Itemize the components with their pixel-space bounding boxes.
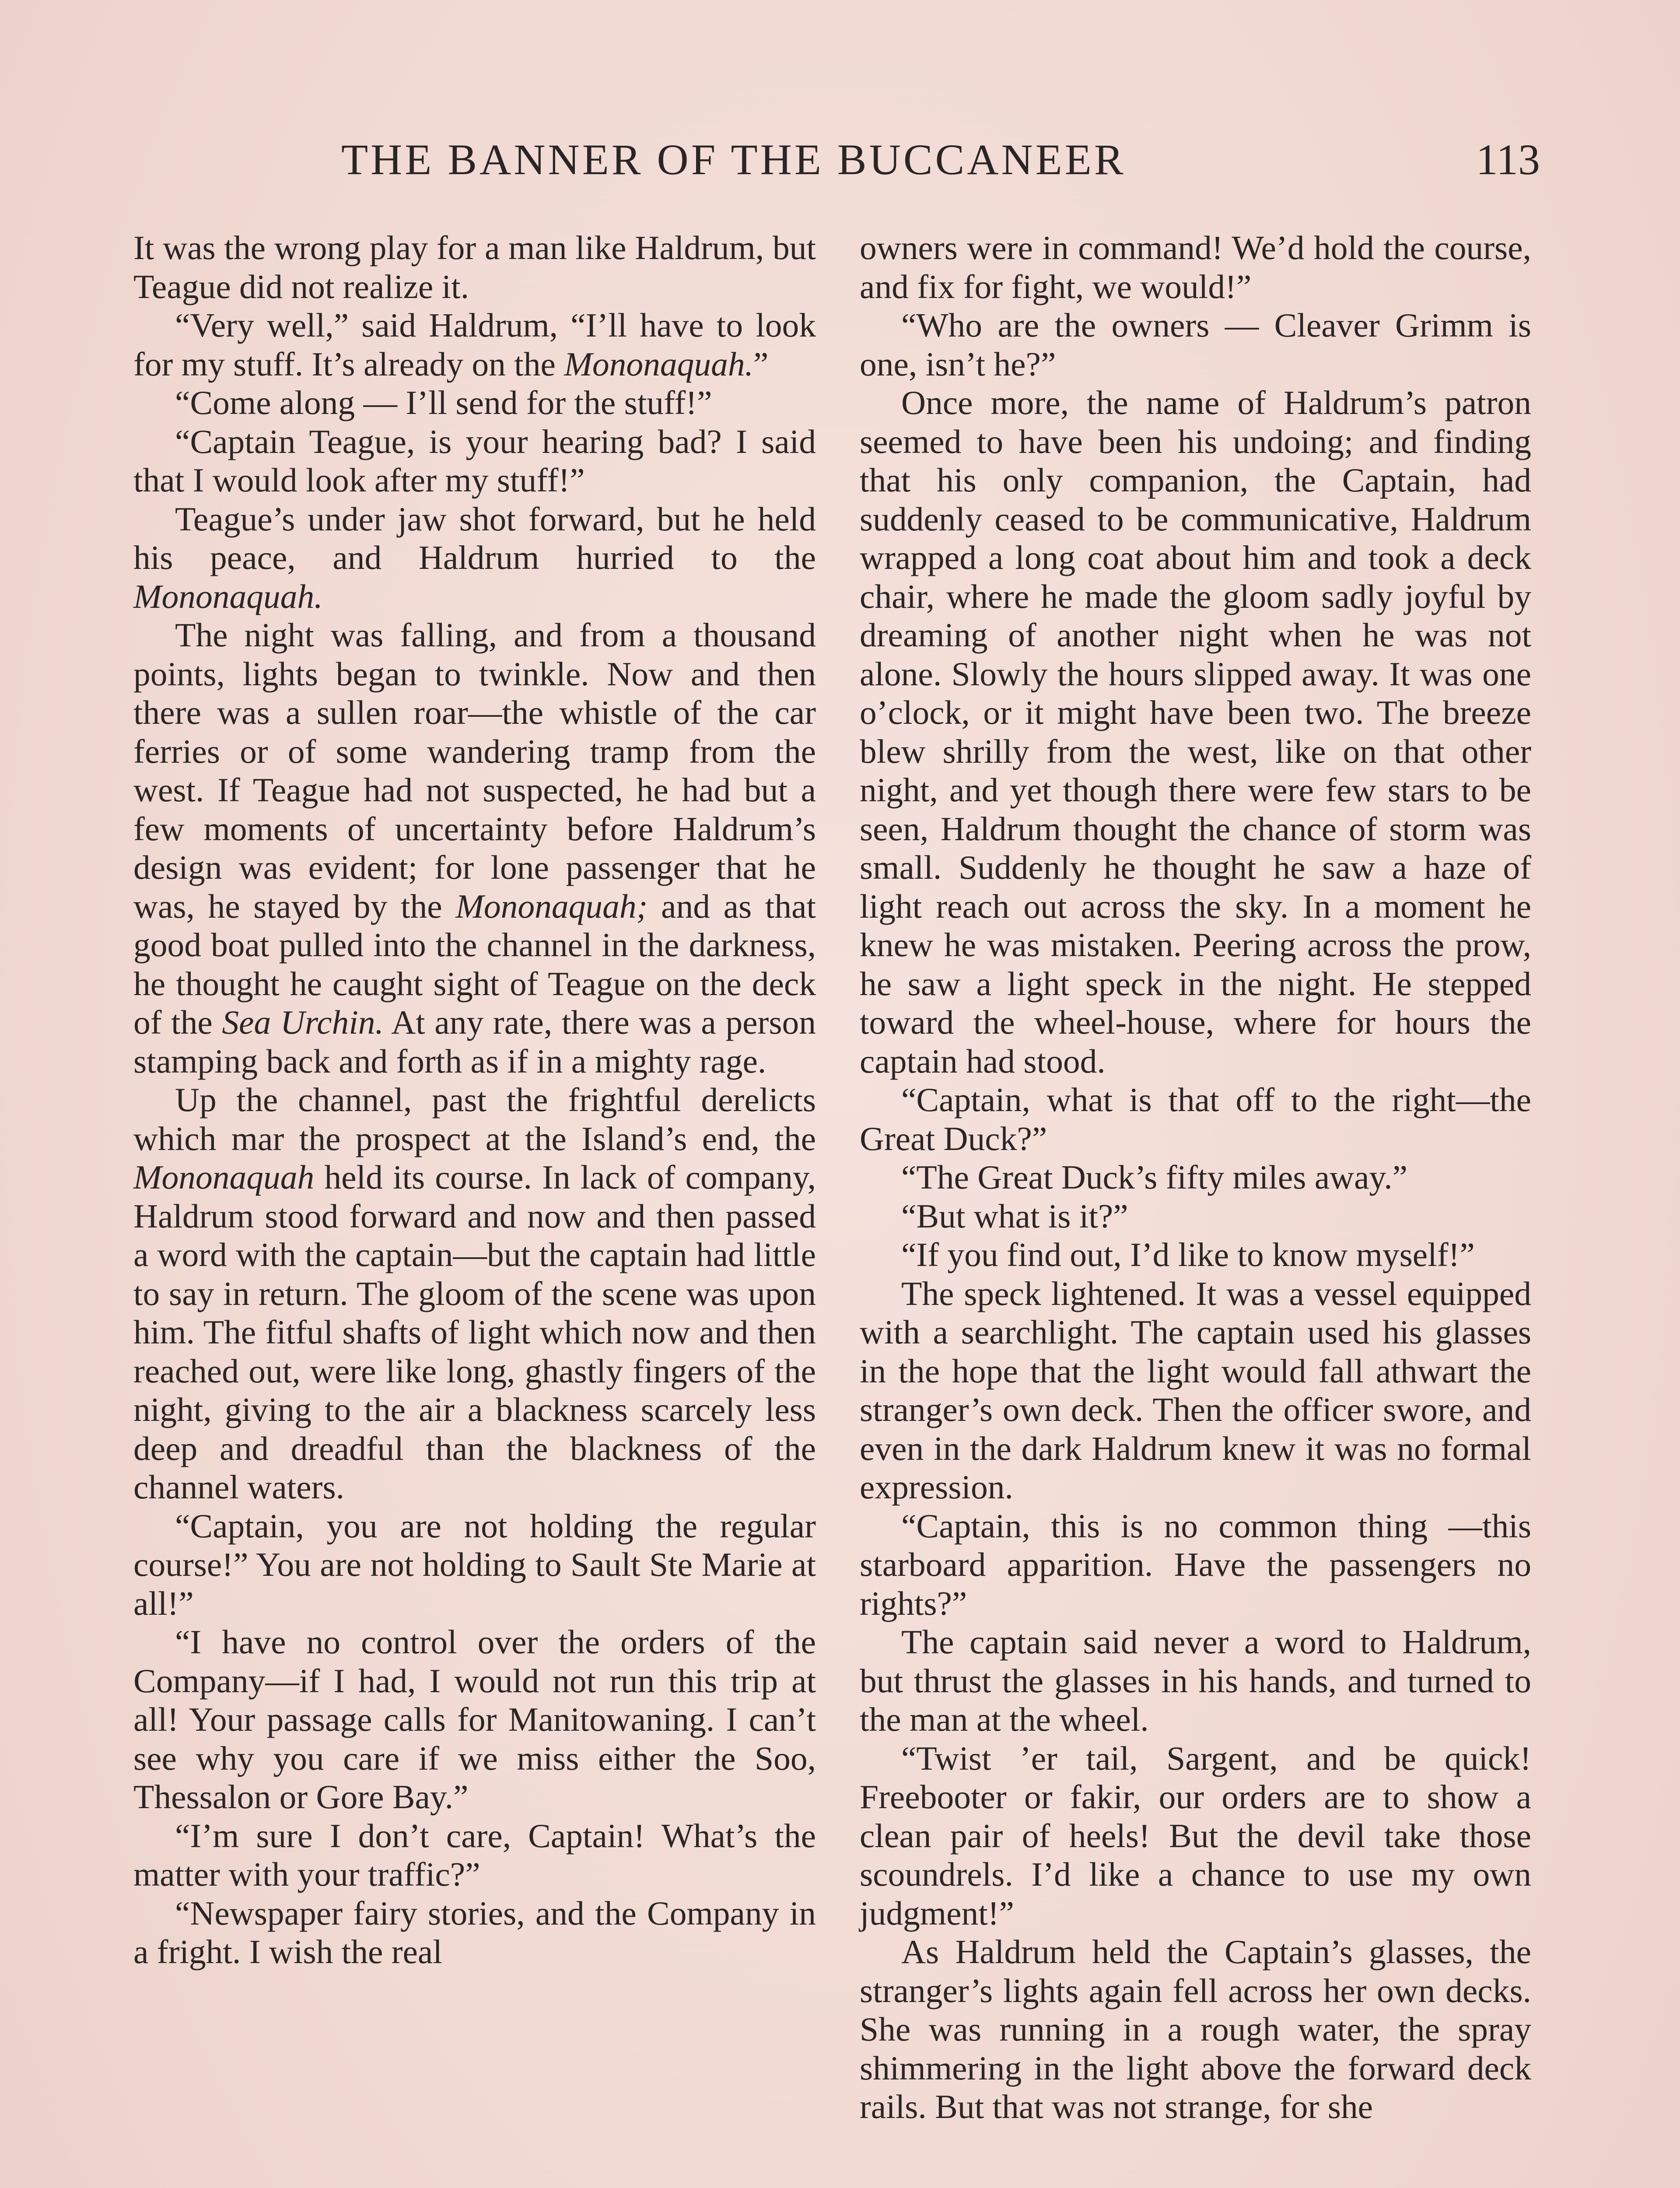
running-header xyxy=(341,127,1540,193)
paragraph-l6: The night was falling, and from a thousand points, lights began to twinkle. Now and then there was a sullen roar—the whistle of the car ferries or of some wandering tramp from the west. If Teague had not suspected, he had but a few moments of uncertainty before Haldrum’s design was evident; for lone passenger that he was, he stayed by the Mononaquah; and as that good boat pulled into the channel in the darkness, he thought he caught sight of Teague on the deck of the Sea Urchin. At any rate, there was a person stamping back and forth as if in a mighty rage. xyxy=(133,616,816,1080)
paragraph-l1: It was the wrong play for a man like Haldrum, but Teague did not realize it. xyxy=(133,229,816,305)
right-text-column xyxy=(860,228,1531,2126)
running-title: THE BANNER OF THE BUCCANEER xyxy=(341,135,1126,184)
paragraph-l3: “Come along — I’ll send for the stuff!” xyxy=(175,384,712,421)
paragraph-r3: Once more, the name of Haldrum’s patron seemed to have been his undoing; and finding that his only companion, the Captain, had suddenly ceased to be communicative, Haldrum wrapped a long coat about him and took a deck chair, where he made the gloom sadly joyful by dreaming of another night when he was not alone. Slowly the hours slipped away. It was one o’clock, or it might have been two. The breeze blew shrilly from the west, like on that other night, and yet though there were few stars to be seen, Haldrum thought the chance of storm was small. Suddenly he thought he saw a haze of light reach out across the sky. In a moment he knew he was mistaken. Peering across the prow, he saw a light speck in the night. He stepped toward the wheel-house, where for hours the captain had stood. xyxy=(860,384,1531,1080)
paragraph-l7: Up the channel, past the frightful derelicts which mar the prospect at the Island’s end, the Mononaquah held its course. In lack of company, Haldrum stood forward and now and then passed a word with the captain—but the captain had little to say in return. The gloom of the scene was upon him. The fitful shafts of light which now and then reached out, were like long, ghastly fingers of the night, giving to the air a blackness scarcely less deep and dreadful than the blackness of the channel waters. xyxy=(133,1081,816,1506)
paragraph-l10: “I’m sure I don’t care, Captain! What’s the matter with your traffic?” xyxy=(133,1816,816,1893)
page-number: 113 xyxy=(1476,135,1540,184)
paragraph-r11: “Twist ’er tail, Sargent, and be quick! Freebooter or fakir, our orders are to show a clean pair of heels! But the devil take those scoundrels. I’d like a chance to use my own judgment!” xyxy=(860,1739,1531,1932)
left-text-column xyxy=(133,228,816,1971)
paragraph-r9: “Captain, this is no common thing —this starboard apparition. Have the passengers no rights?” xyxy=(860,1507,1531,1622)
paragraph-r8: The speck lightened. It was a vessel equipped with a searchlight. The captain used his glasses in the hope that the light would fall athwart the stranger’s own deck. Then the officer swore, and even in the dark Haldrum knew it was no formal expression. xyxy=(860,1274,1531,1506)
paragraph-r2: “Who are the owners — Cleaver Grimm is one, isn’t he?” xyxy=(860,306,1531,383)
paragraph-r7: “If you find out, I’d like to know myself!” xyxy=(901,1236,1475,1273)
paragraph-l4: “Captain Teague, is your hearing bad? I said that I would look after my stuff!” xyxy=(133,422,816,499)
paragraph-r4: “Captain, what is that off to the right—the Great Duck?” xyxy=(860,1081,1531,1157)
paragraph-l9: “I have no control over the orders of the Company—if I had, I would not run this trip at all! Your passage calls for Manitowaning. I can’t see why you care if we miss either the Soo, Thessalon or Gore Bay.” xyxy=(133,1623,816,1816)
paragraph-r5: “The Great Duck’s fifty miles away.” xyxy=(901,1158,1408,1196)
paragraph-l2: “Very well,” said Haldrum, “I’ll have to look for my stuff. It’s already on the Mononaquah.” xyxy=(133,306,816,383)
paragraph-l8: “Captain, you are not holding the regular course!” You are not holding to Sault Ste Marie at all!” xyxy=(133,1507,816,1622)
paragraph-l5: Teague’s under jaw shot forward, but he held his peace, and Haldrum hurried to the Mononaquah. xyxy=(133,500,816,615)
paragraph-l11: “Newspaper fairy stories, and the Company in a fright. I wish the real xyxy=(133,1894,816,1971)
paragraph-r10: The captain said never a word to Haldrum, but thrust the glasses in his hands, and turned to the man at the wheel. xyxy=(860,1623,1531,1738)
paragraph-r6: “But what is it?” xyxy=(901,1197,1128,1235)
paragraph-r12: As Haldrum held the Captain’s glasses, the stranger’s lights again fell across her own decks. She was running in a rough water, the spray shimmering in the light above the forward deck rails. But that was not strange, for she xyxy=(860,1933,1531,2125)
paragraph-r1: owners were in command! We’d hold the course, and fix for fight, we would!” xyxy=(860,229,1531,305)
